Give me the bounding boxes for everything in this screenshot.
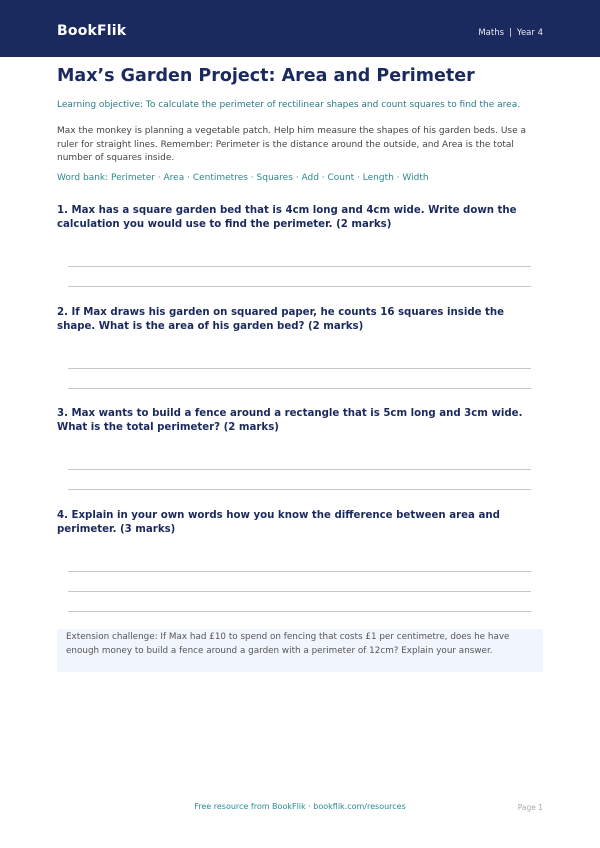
- answer-line[interactable]: [68, 388, 531, 389]
- page-title: Max’s Garden Project: Area and Perimeter: [57, 66, 475, 86]
- header-bar: [0, 0, 600, 57]
- footer-credit[interactable]: Free resource from BookFlik · bookflik.com/resources: [194, 802, 406, 811]
- question-1: 1. Max has a square garden bed that is 4cm long and 4cm wide. Write down the calculation you would use to find the perimeter. (2 marks): [57, 205, 517, 230]
- answer-line[interactable]: [68, 611, 531, 612]
- separator: |: [509, 28, 512, 38]
- answer-line[interactable]: [68, 368, 531, 369]
- intro-text: Max the monkey is planning a vegetable patch. Help him measure the shapes of his garden beds. Use a ruler for straight lines. Remember: Perimeter is the distance around the outside, and Area is the total number of squares inside.: [57, 126, 527, 163]
- answer-line[interactable]: [68, 469, 531, 470]
- learning-objective: Learning objective: To calculate the perimeter of rectilinear shapes and count squares to find the area.: [57, 100, 521, 110]
- word-bank: Word bank: Perimeter · Area · Centimetres · Squares · Add · Count · Length · Width: [57, 173, 429, 183]
- subject-year-label: [478, 28, 543, 38]
- answer-line[interactable]: [68, 591, 531, 592]
- answer-line[interactable]: [68, 266, 531, 267]
- question-3: 3. Max wants to build a fence around a rectangle that is 5cm long and 3cm wide. What is the total perimeter? (2 marks): [57, 408, 523, 433]
- year-label: Year 4: [516, 28, 543, 38]
- page-number: Page 1: [517, 803, 543, 812]
- brand-logo-text[interactable]: BookFlik: [57, 23, 127, 39]
- subject-label: Maths: [478, 28, 505, 38]
- extension-challenge: Extension challenge: If Max had £10 to spend on fencing that costs £1 per centimetre, does he have enough money to build a fence around a garden with a perimeter of 12cm? Explain your answer.: [57, 629, 543, 672]
- question-4: 4. Explain in your own words how you know the difference between area and perimeter. (3 marks): [57, 510, 500, 535]
- answer-line[interactable]: [68, 286, 531, 287]
- question-2: 2. If Max draws his garden on squared paper, he counts 16 squares inside the shape. What is the area of his garden bed? (2 marks): [57, 307, 505, 332]
- answer-line[interactable]: [68, 571, 531, 572]
- answer-line[interactable]: [68, 489, 531, 490]
